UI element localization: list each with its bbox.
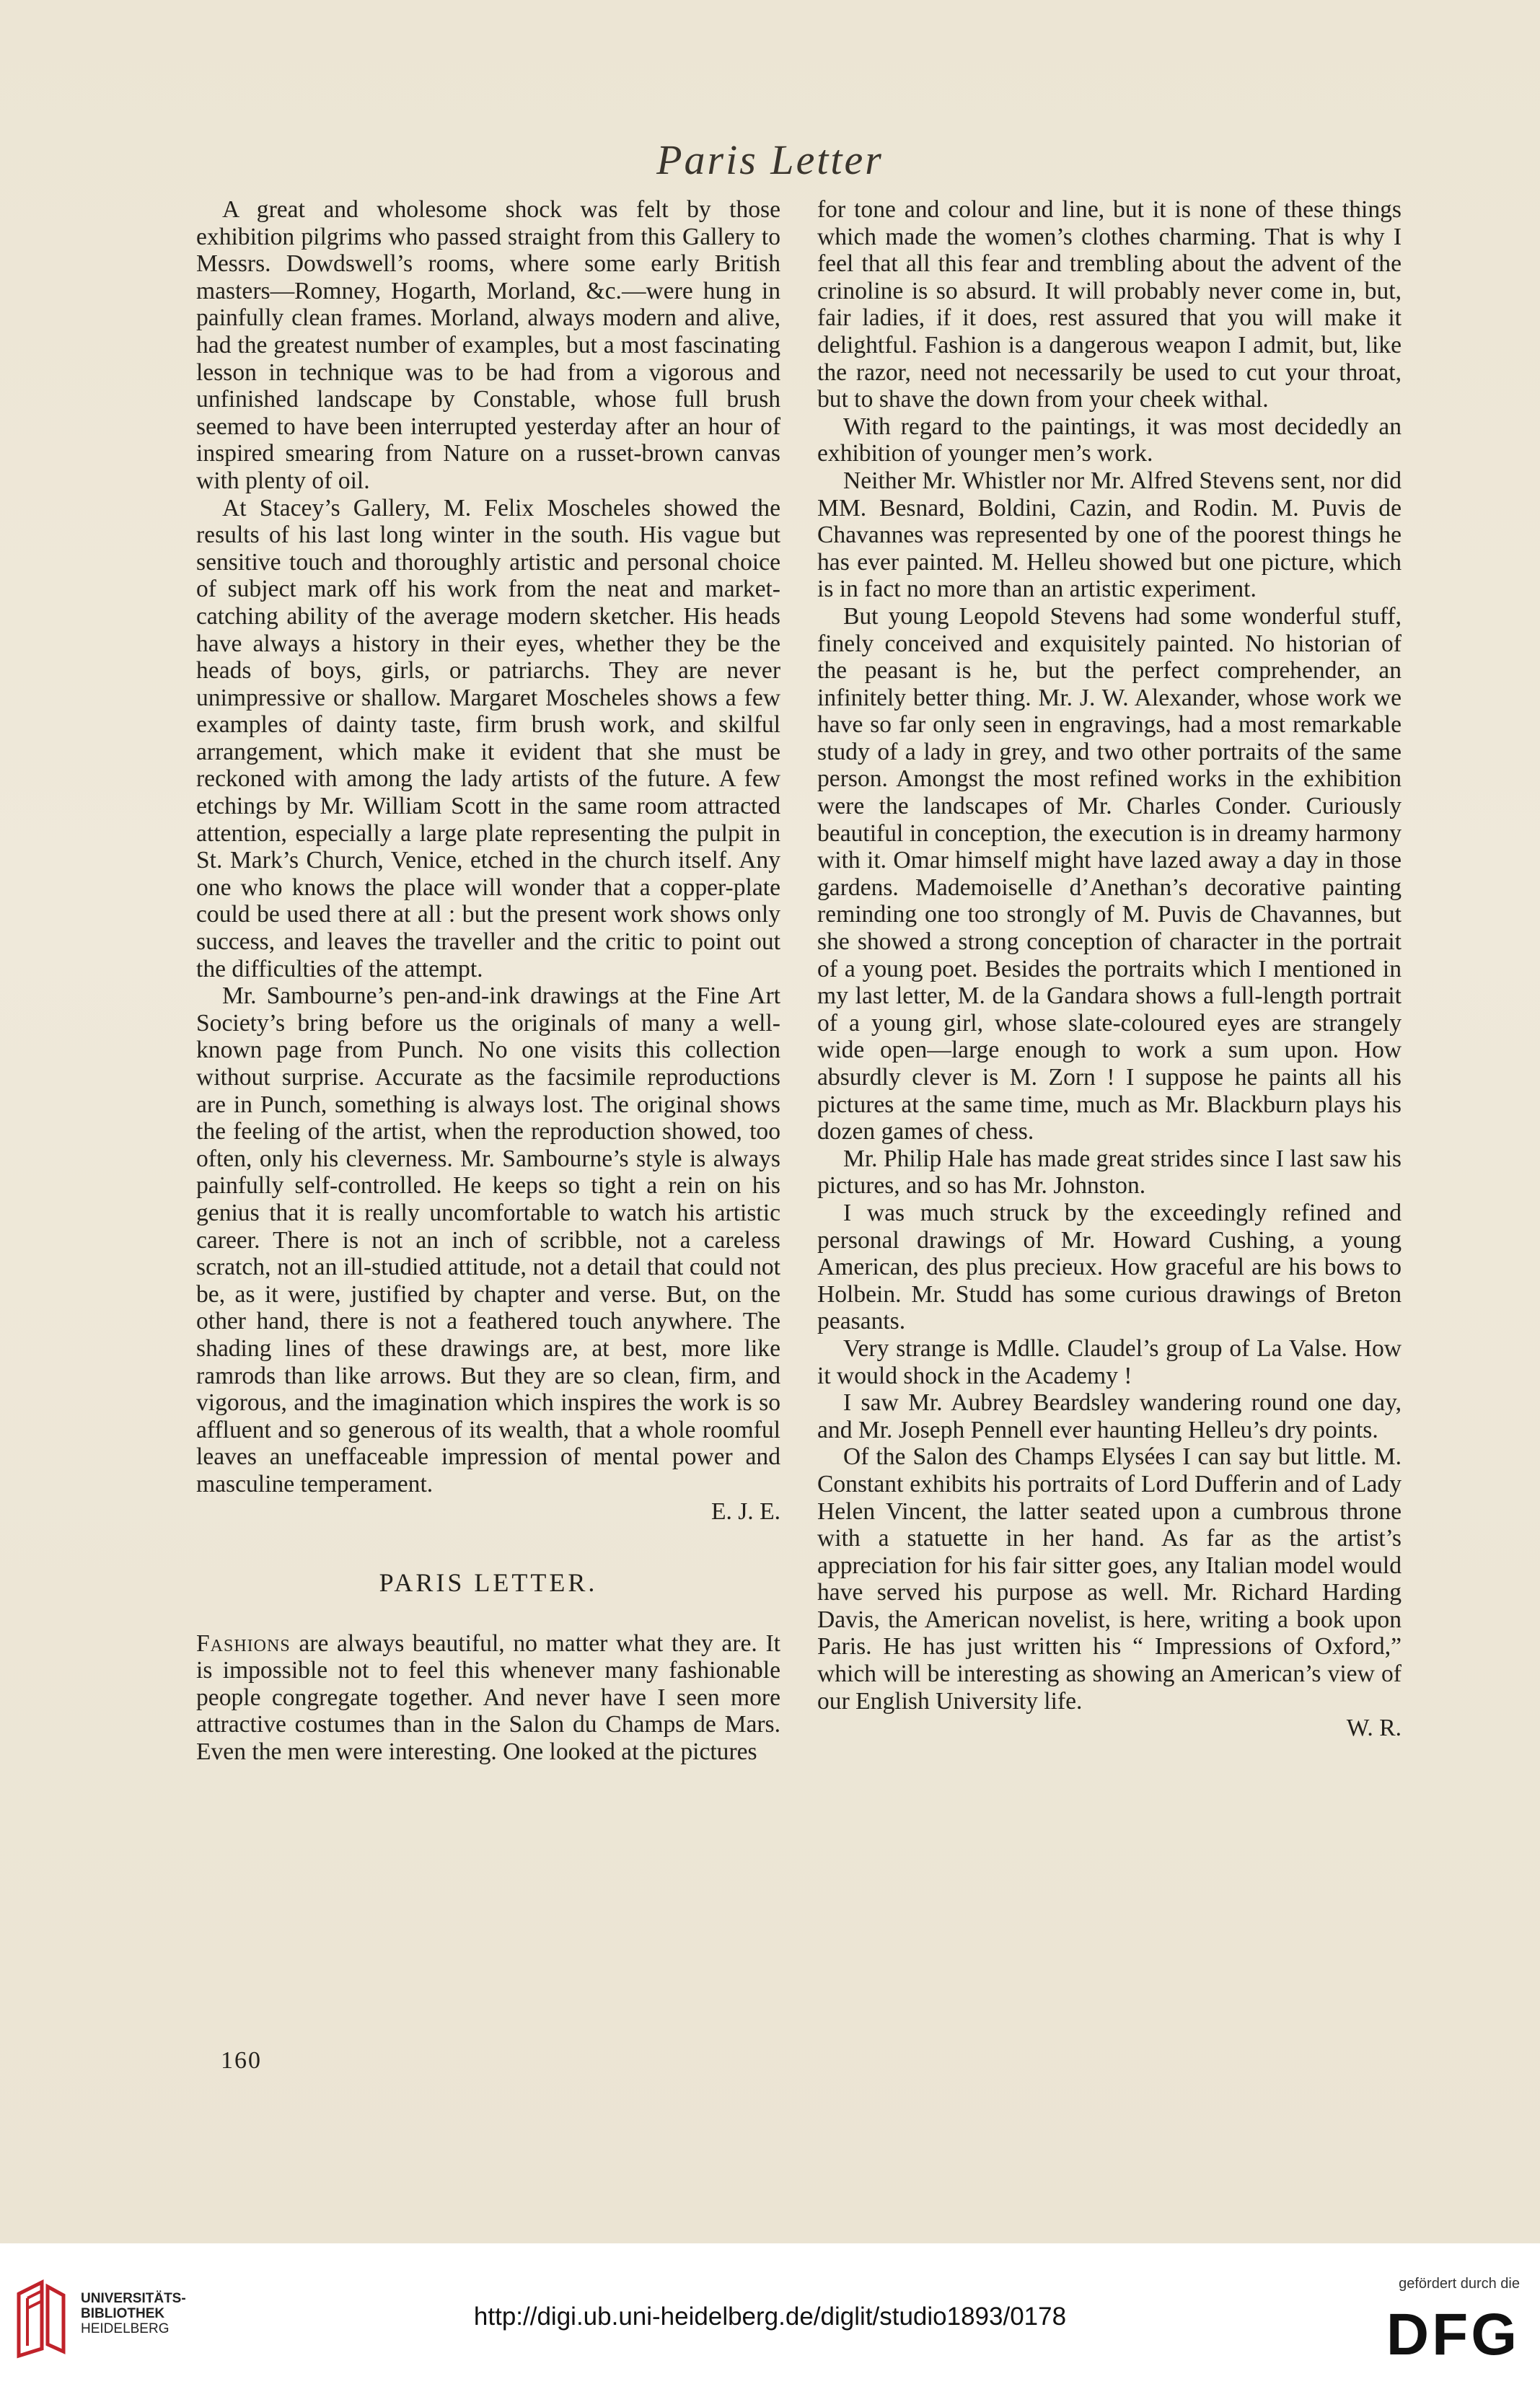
- article-paragraph: [817, 1443, 1402, 1742]
- funding-label: gefördert durch die: [1399, 2276, 1520, 2292]
- page-number: 160: [221, 2047, 262, 2074]
- article-paragraph: for tone and colour and line, but it is none of these things which made the women’s clothes charming. That is why I feel that all this fear and trembling about the advent of the crinoline is so absurd. It will probably never come in, but, fair ladies, if it does, rest assured that you will make it delightful. Fashion is a dangerous weapon I admit, but, like the razor, need not necessarily be used to cut your throat, but to shave the down from your cheek withal.: [817, 196, 1402, 413]
- article-paragraph: I was much struck by the exceedingly refined and personal drawings of Mr. Howard Cushing, a young American, des plus precieux. How graceful are his bows to Holbein. Mr. Studd has some curious drawings of Breton peasants.: [817, 1199, 1402, 1335]
- article-paragraph: [196, 982, 780, 1525]
- article-paragraph: Mr. Philip Hale has made great strides since I last saw his pictures, and so has Mr. Johnston.: [817, 1145, 1402, 1200]
- library-line: BIBLIOTHEK: [81, 2306, 165, 2321]
- section-lead: Fashions: [196, 1629, 291, 1657]
- left-column: [196, 196, 780, 1766]
- article-paragraph: Very strange is Mdlle. Claudel’s group of La Valse. How it would shock in the Academy !: [817, 1334, 1402, 1389]
- paragraph-text: Of the Salon des Champs Elysées I can say but little. M. Constant exhibits his portraits of Lord Dufferin and of Lady Helen Vincent, the latter seated upon a cumbrous throne with a statuette in her hand. As far as the artist’s appreciation for his fair sitter goes, any Italian model would have served his purpose as well. Mr. Richard Harding Davis, the American novelist, is here, writing a book upon Paris. He has just written his “ Impressions of Oxford,” which will be interesting as showing an American’s view of our English University life.: [817, 1443, 1402, 1715]
- article-paragraph: At Stacey’s Gallery, M. Felix Moscheles showed the results of his last long winter in the south. His vague but sensitive touch and thoroughly artistic and personal choice of subject mark off his work from the neat and market-catching ability of the average modern sketcher. His heads have always a history in their eyes, whether they be the heads of boys, girls, or patriarchs. They are never unimpressive or shallow. Margaret Moscheles shows a few examples of dainty taste, firm brush work, and skilful arrangement, which make it evident that she must be reckoned with among the lady artists of the future. A few etchings by Mr. William Scott in the same room attracted attention, especially a large plate representing the pulpit in St. Mark’s Church, Venice, etched in the church itself. Any one who knows the place will wonder that a copper-plate could be used there at all : but the present work shows only success, and leaves the traveller and the critic to point out the difficulties of the attempt.: [196, 494, 780, 982]
- signature: E. J. E.: [710, 1497, 780, 1525]
- article-paragraph: A great and wholesome shock was felt by those exhibition pilgrims who passed straight from this Gallery to Messrs. Dowdswell’s rooms, where some early British masters—Romney, Hogarth, Morland, &c.—were hung in painfully clean frames. Morland, always modern and alive, had the greatest number of examples, but a most fascinating lesson in technique was to be had from a vigorous and unfinished landscape by Constable, whose full brush seemed to have been interrupted yesterday after an hour of inspired smearing from Nature on a russet-brown canvas with plenty of oil.: [196, 196, 780, 494]
- library-line: UNIVERSITÄTS-: [81, 2291, 186, 2306]
- right-column: [817, 196, 1402, 1742]
- paragraph-text: are always beautiful, no matter what they are. It is impossible not to feel this whenever many fashionable people congregate together. And never have I seen more attractive costumes than in the Salon du Champs de Mars. Even the men were interesting. One looked at the pictures: [196, 1629, 780, 1766]
- section-title: PARIS LETTER.: [379, 1568, 598, 1598]
- article-paragraph: [196, 1630, 780, 1766]
- paragraph-text: Mr. Sambourne’s pen-and-ink drawings at the Fine Art Society’s bring before us the originals of many a well-known page from Punch. No one visits this collection without surprise. Accurate as the facsimile reproductions are in Punch, something is always lost. The original shows the feeling of the artist, when the reproduction showed, too often, only his cleverness. Mr. Sambourne’s style is always painfully self-controlled. He keeps so tight a rein on his genius that it is really uncomfortable to watch his artistic career. There is not an inch of scribble, not a careless scratch, not an ill-studied attitude, not a detail that could not be, as it were, justified by chapter and verse. But, on the other hand, there is not a feathered touch anywhere. The shading lines of these drawings are, at best, more like ramrods than like arrows. But they are so clean, firm, and vigorous, and the imagination which inspires the work is so affluent and so generous of its wealth, that a whole roomful leaves an uneffaceable impression of mental power and masculine temperament.: [196, 982, 780, 1497]
- library-line: HEIDELBERG: [81, 2321, 170, 2336]
- dfg-logo: DFG: [1386, 2302, 1520, 2367]
- article-paragraph: Neither Mr. Whistler nor Mr. Alfred Stevens sent, nor did MM. Besnard, Boldini, Cazin, and Rodin. M. Puvis de Chavannes was represented by one of the poorest things he has ever painted. M. Helleu showed but one picture, which is in fact no more than an artistic experiment.: [817, 467, 1402, 603]
- article-paragraph: I saw Mr. Aubrey Beardsley wandering round one day, and Mr. Joseph Pennell ever haunting Helleu’s dry points.: [817, 1389, 1402, 1443]
- article-paragraph: But young Leopold Stevens had some wonderful stuff, finely conceived and exquisitely painted. No historian of the peasant is he, but the perfect comprehender, an infinitely better thing. Mr. J. W. Alexander, whose work we have so far only seen in engravings, had a most remarkable study of a lady in grey, and two other portraits of the same person. Amongst the most refined works in the exhibition were the landscapes of Mr. Charles Conder. Curiously beautiful in conception, the execution is in dreamy harmony with it. Omar himself might have lazed away a day in those gardens. Mademoiselle d’Anethan’s decorative painting reminding one too strongly of M. Puvis de Chavannes, but she showed a strong conception of character in the portrait of a young poet. Besides the portraits which I mentioned in my last letter, M. de la Gandara shows a full-length portrait of a young girl, whose slate-coloured eyes are strangely wide open—large enough to work a sum upon. How absurdly clever is M. Zorn ! I suppose he paints all his pictures at the same time, much as Mr. Blackburn plays his dozen games of chess.: [817, 602, 1402, 1145]
- signature: W. R.: [1346, 1715, 1402, 1742]
- article-paragraph: With regard to the paintings, it was most decidedly an exhibition of younger men’s work.: [817, 413, 1402, 467]
- running-title: Paris Letter: [656, 136, 884, 183]
- source-url-link[interactable]: http://digi.ub.uni-heidelberg.de/diglit/studio1893/0178: [473, 2302, 1067, 2331]
